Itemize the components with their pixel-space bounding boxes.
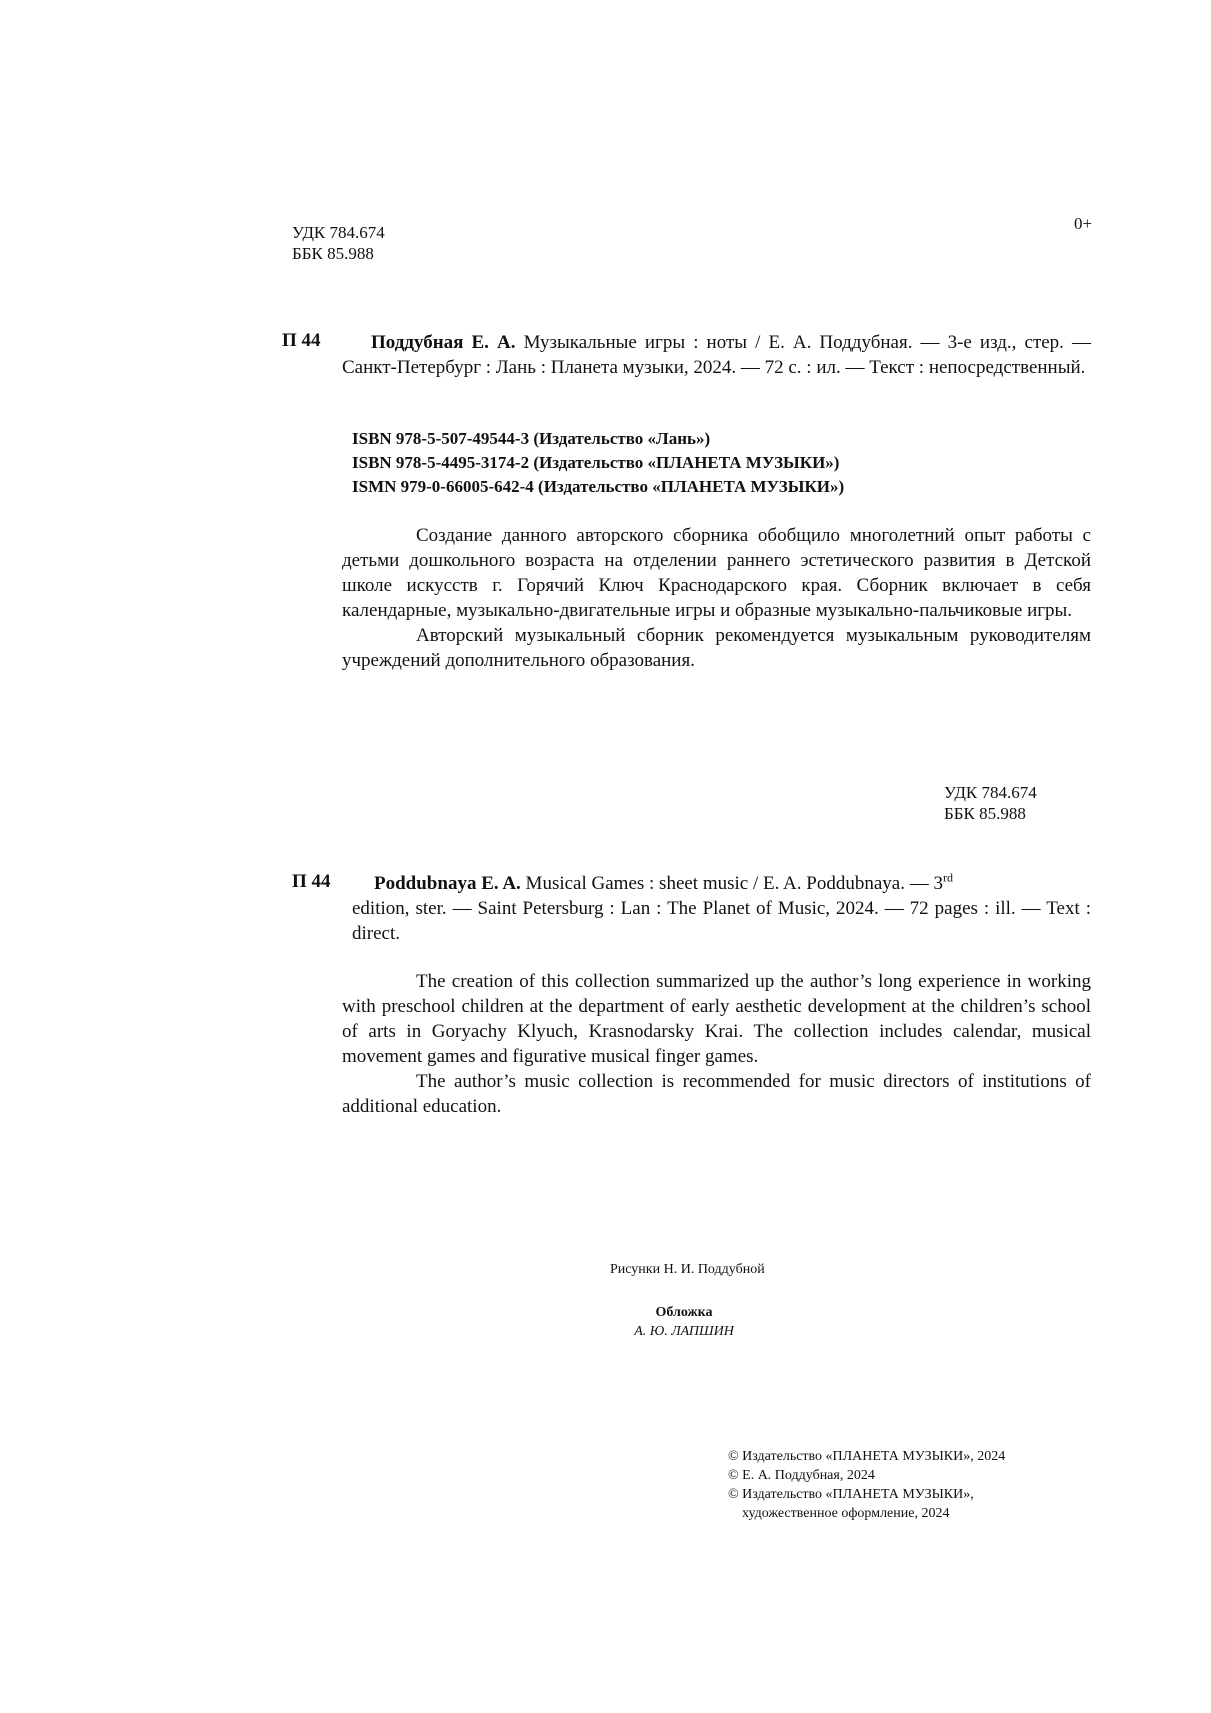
abstract-paragraph: The author’s music collection is recommended for music directors of institutions of additional education. bbox=[342, 1071, 1091, 1117]
bibliographic-entry-en bbox=[352, 871, 1091, 946]
ismn-line: ISMN 979-0-66005-642-4 (Издательство «ПЛАНЕТА МУЗЫКИ») bbox=[352, 477, 845, 496]
author-name-en: Poddubnaya E. A. bbox=[374, 873, 521, 894]
author-name-ru: Поддубная Е. А. bbox=[371, 332, 516, 353]
copyright-line: © Издательство «ПЛАНЕТА МУЗЫКИ», bbox=[728, 1487, 974, 1502]
entry-en-line1 bbox=[352, 871, 1091, 896]
abstract-paragraph: Создание данного авторского сборника обобщило многолетний опыт работы с детьми дошкольного возраста на отделении раннего эстетического развития в Детской школе искусств г. Горячий Ключ Краснодарского края. Сборник включает в себя календарные, музыкально-двигательные игры и образные музыкально-пальчиковые игры. bbox=[342, 525, 1091, 621]
copyright-line: © Издательство «ПЛАНЕТА МУЗЫКИ», 2024 bbox=[728, 1449, 1006, 1464]
abstract-en bbox=[342, 969, 1091, 1119]
abstract-ru bbox=[342, 523, 1091, 673]
copyright-line: © Е. А. Поддубная, 2024 bbox=[728, 1468, 875, 1483]
cover-credit bbox=[624, 1303, 744, 1341]
author-mark-en: П 44 bbox=[292, 871, 331, 892]
udk-code: УДК 784.674 bbox=[944, 783, 1037, 802]
isbn-block bbox=[352, 427, 844, 499]
classification-top bbox=[292, 222, 385, 264]
bibliographic-entry-ru bbox=[313, 330, 1091, 380]
isbn-line: ISBN 978-5-507-49544-3 (Издательство «Лань») bbox=[352, 429, 711, 448]
bbk-code: ББК 85.988 bbox=[944, 804, 1026, 823]
author-mark-ru: П 44 bbox=[282, 330, 321, 351]
bbk-code: ББК 85.988 bbox=[292, 244, 374, 263]
entry-text-en-part2: edition, ster. — Saint Petersburg : Lan : The Planet of Music, 2024. — 72 pages : ill. — Text : direct. bbox=[352, 898, 1091, 944]
ordinal-superscript: rd bbox=[942, 870, 953, 885]
age-rating: 0+ bbox=[1074, 214, 1093, 233]
cover-designer: А. Ю. ЛАПШИН bbox=[634, 1324, 734, 1339]
classification-mid bbox=[944, 782, 1037, 824]
entry-text-en-part1: Musical Games : sheet music / E. A. Poddubnaya. — 3 bbox=[525, 873, 943, 894]
copyright-line: художественное оформление, 2024 bbox=[742, 1506, 950, 1521]
copyright-block bbox=[728, 1447, 1005, 1523]
abstract-paragraph: The creation of this collection summarized up the author’s long experience in working with preschool children at the department of early aesthetic development at the children’s school of arts in Goryachy Klyuch, Krasnodarsky Krai. The collection includes calendar, musical movement games and figurative musical finger games. bbox=[342, 971, 1091, 1067]
cover-label: Обложка bbox=[655, 1305, 713, 1320]
entry-text-ru: Музыкальные игры : ноты / Е. А. Поддубная. — 3-е изд., стер. — Санкт-Петербург : Лань : Планета музыки, 2024. — 72 с. : ил. — Текст : непосредственный. bbox=[342, 332, 1092, 378]
isbn-line: ISBN 978-5-4495-3174-2 (Издательство «ПЛАНЕТА МУЗЫКИ») bbox=[352, 453, 840, 472]
udk-code: УДК 784.674 bbox=[292, 223, 385, 242]
abstract-paragraph: Авторский музыкальный сборник рекомендуется музыкальным руководителям учреждений дополнительного образования. bbox=[342, 625, 1091, 671]
illustrations-credit: Рисунки Н. И. Поддубной bbox=[610, 1262, 765, 1277]
